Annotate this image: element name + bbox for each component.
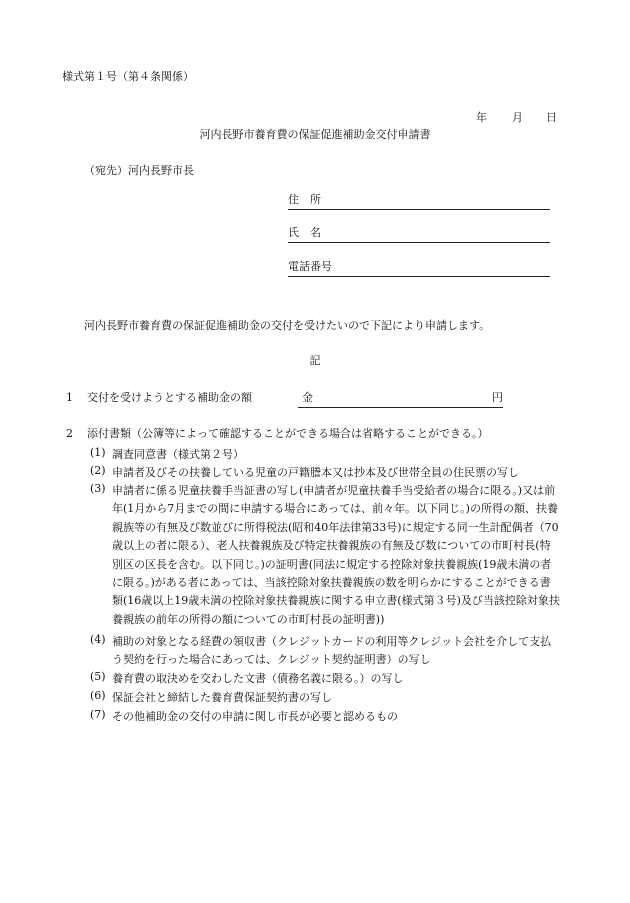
document-title: 河内長野市養育費の保証促進補助金交付申請書 <box>199 128 431 141</box>
attachment-text: 調査同意書（様式第２号） <box>112 448 244 461</box>
date-day-label: 日 <box>546 111 557 124</box>
item1-text: 交付を受けようとする補助金の額 <box>87 391 252 404</box>
application-statement: 河内長野市養育費の保証促進補助金の交付を受けたいので下記により申請します。 <box>84 319 491 332</box>
attachment-text: 申請者及びその扶養している児童の戸籍謄本又は抄本及び世帯全員の住民票の写し <box>112 466 519 479</box>
amount-suffix: 円 <box>492 391 503 404</box>
attachment-text: 補助の対象となる経費の領収書（クレジットカードの利用等クレジット会社を介して支払う契約を行った場合にあっては、クレジット契約証明書）の写し <box>112 635 552 667</box>
subsidy-amount-field[interactable] <box>298 391 503 408</box>
date-year-label: 年 <box>476 111 487 124</box>
attachment-number: (1) <box>90 446 106 459</box>
amount-prefix: 金 <box>302 391 313 404</box>
item2-text: 添付書類（公簿等によって確認することができる場合は省略することができる。） <box>87 427 489 440</box>
applicant-address-field[interactable] <box>288 193 550 210</box>
applicant-phone-field[interactable] <box>288 260 550 277</box>
item2-number: 2 <box>66 427 73 440</box>
attachment-text: 申請者に係る児童扶養手当証書の写し(申請者が児童扶養手当受給者の場合に限る。)又は前年(1月から7月までの間に申請する場合にあっては、前々年。以下同じ。)の所得の額、扶養親族等の有無及び数並びに所得税法(昭和40年法律第33号)に規定する同一生計配偶者（70歳以上の者に限る）、老人扶養親族及び特定扶養親族の有無及び数についての市町村長(特別区の区長を含む。以下同じ。)の証明書(同法に規定する控除対象扶養親族(19歳未満の者に限る。)がある者にあっては、当該控除対象扶養親族の数を明らかにすることができる書類(16歳以上19歳未満の控除対象扶養親族に関する申立書(様式第３号)及び当該控除対象扶養親族の前年の所得の額についての市町村長の証明書)) <box>112 484 560 626</box>
address-label: 住 所 <box>288 193 321 206</box>
attachment-number: (5) <box>90 670 106 683</box>
date-month-label: 月 <box>512 111 523 124</box>
attachment-number: (4) <box>90 633 106 646</box>
attachment-number: (3) <box>90 482 106 495</box>
attachment-number: (2) <box>90 464 106 477</box>
addressee: （宛先）河内長野市長 <box>84 164 194 177</box>
attachment-number: (7) <box>90 708 106 721</box>
attachment-number: (6) <box>90 689 106 702</box>
attachment-text: その他補助金の交付の申請に関し市長が必要と認めるもの <box>112 710 398 723</box>
attachment-text: 保証会社と締結した養育費保証契約書の写し <box>112 691 332 704</box>
attachment-text: 養育費の取決めを交わした文書（債務名義に限る。）の写し <box>112 672 404 685</box>
ki-heading: 記 <box>309 354 321 367</box>
applicant-name-field[interactable] <box>288 226 550 243</box>
name-label: 氏 名 <box>288 226 321 239</box>
form-number-label: 様式第１号（第４条関係） <box>62 70 194 83</box>
phone-label: 電話番号 <box>288 260 332 273</box>
item1-number: 1 <box>66 391 73 404</box>
